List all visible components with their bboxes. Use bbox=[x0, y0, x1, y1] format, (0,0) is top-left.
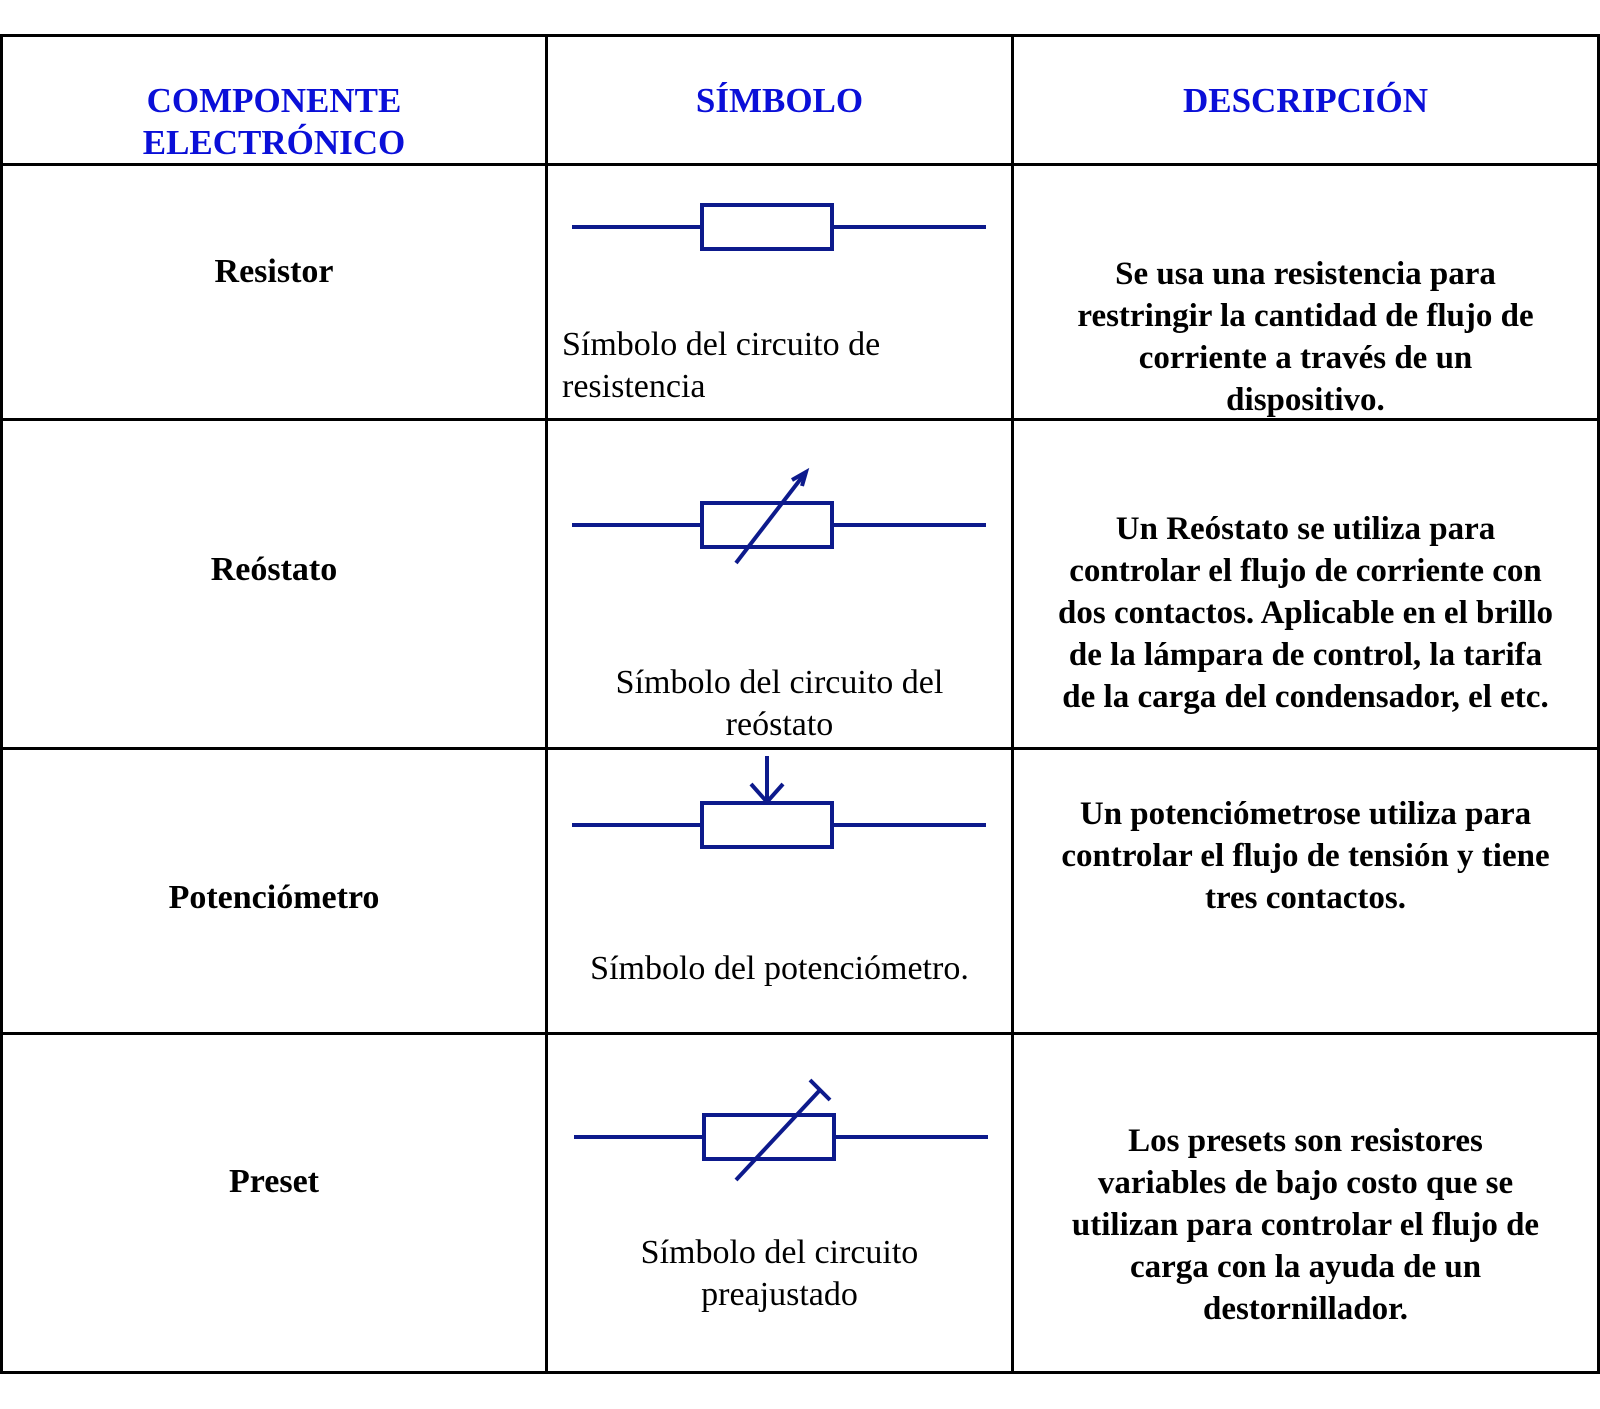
symbol-caption: Símbolo del potenciómetro. bbox=[590, 950, 969, 987]
component-description: Un potenciómetrose utiliza para controlar el flujo de tensión y tiene tres contactos. bbox=[1061, 796, 1550, 916]
table-border-top bbox=[0, 34, 1600, 37]
header-description: DESCRIPCIÓN bbox=[1182, 81, 1429, 120]
row-divider bbox=[0, 747, 1600, 750]
symbol-caption: Símbolo del circuito preajustado bbox=[640, 1234, 919, 1313]
symbol-caption: Símbolo del circuito de resistencia bbox=[562, 326, 881, 405]
component-name: Potenciómetro bbox=[168, 879, 380, 916]
preset-symbol-icon bbox=[548, 1080, 1008, 1190]
symbol-caption: Símbolo del circuito del reóstato bbox=[615, 664, 944, 743]
component-name: Reóstato bbox=[210, 551, 338, 588]
row-divider bbox=[0, 1032, 1600, 1035]
potentiometer-symbol-icon bbox=[548, 754, 1008, 854]
component-name: Preset bbox=[229, 1163, 319, 1200]
header-symbol: SÍMBOLO bbox=[695, 81, 864, 120]
resistor-symbol-icon bbox=[548, 190, 1008, 270]
component-description: Un Reóstato se utiliza para controlar el flujo de corriente con dos contactos. Aplicable en el brillo de la lámpara de control, la tarifa de la carga del condensador, el etc. bbox=[1058, 511, 1553, 715]
table-border-bottom bbox=[0, 1371, 1600, 1374]
header-component: COMPONENTE ELECTRÓNICO bbox=[142, 81, 406, 162]
component-description: Los presets son resistores variables de bajo costo que se utilizan para controlar el flujo de carga con la ayuda de un destornillador. bbox=[1071, 1123, 1540, 1327]
component-description: Se usa una resistencia para restringir la cantidad de flujo de corriente a través de un dispositivo. bbox=[1077, 256, 1534, 418]
component-name: Resistor bbox=[214, 253, 334, 290]
rheostat-symbol-icon bbox=[548, 470, 1008, 570]
